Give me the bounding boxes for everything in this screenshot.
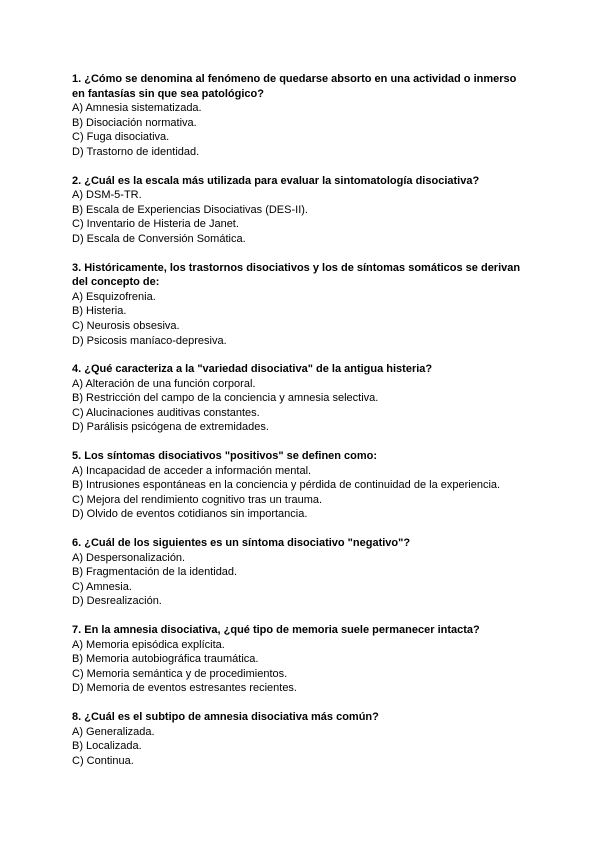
question-text: 2. ¿Cuál es la escala más utilizada para evaluar la sintomatología disociativa? bbox=[72, 174, 480, 187]
option-c: C) Inventario de Histeria de Janet. bbox=[72, 218, 239, 231]
option-b: B) Fragmentación de la identidad. bbox=[72, 566, 238, 579]
question-text: 1. ¿Cómo se denomina al fenómeno de quedarse absorto en una actividad o inmerso en fantasías sin que sea patológico? bbox=[72, 73, 517, 100]
question-text: 3. Históricamente, los trastornos disociativos y los de síntomas somáticos se derivan del concepto de: bbox=[72, 261, 521, 289]
option-a: A) Esquizofrenia. bbox=[72, 290, 156, 303]
option-d: D) Psicosis maníaco-depresiva. bbox=[72, 334, 227, 347]
question-6 bbox=[72, 536, 532, 609]
options-list bbox=[72, 725, 532, 769]
option-a: A) Incapacidad de acceder a información mental. bbox=[72, 464, 312, 477]
question-text: 6. ¿Cuál de los siguientes es un síntoma disociativo "negativo"? bbox=[72, 537, 411, 550]
option-b: B) Escala de Experiencias Disociativas (DES-II). bbox=[72, 203, 308, 216]
options-list bbox=[72, 188, 532, 246]
option-a: A) Amnesia sistematizada. bbox=[72, 102, 202, 115]
question-5 bbox=[72, 449, 532, 522]
question-text: 8. ¿Cuál es el subtipo de amnesia disociativa más común? bbox=[72, 710, 379, 723]
question-2 bbox=[72, 174, 532, 247]
options-list bbox=[72, 638, 532, 696]
option-a: A) Memoria episódica explícita. bbox=[72, 638, 225, 651]
option-d: D) Olvido de eventos cotidianos sin importancia. bbox=[72, 508, 308, 521]
option-b: B) Intrusiones espontáneas en la conciencia y pérdida de continuidad de la experiencia. bbox=[72, 479, 501, 492]
option-c: C) Neurosis obsesiva. bbox=[72, 319, 180, 332]
option-b: B) Localizada. bbox=[72, 740, 142, 753]
option-c: C) Fuga disociativa. bbox=[72, 131, 170, 144]
option-b: B) Disociación normativa. bbox=[72, 116, 197, 129]
question-text: 4. ¿Qué caracteriza a la "variedad disociativa" de la antigua histeria? bbox=[72, 363, 433, 376]
options-list bbox=[72, 551, 532, 609]
option-a: A) Alteración de una función corporal. bbox=[72, 377, 256, 390]
option-d: D) Memoria de eventos estresantes recientes. bbox=[72, 682, 297, 695]
question-1 bbox=[72, 72, 532, 160]
question-8 bbox=[72, 710, 532, 768]
options-list bbox=[72, 290, 532, 348]
option-b: B) Memoria autobiográfica traumática. bbox=[72, 653, 259, 666]
question-text: 7. En la amnesia disociativa, ¿qué tipo de memoria suele permanecer intacta? bbox=[72, 624, 480, 636]
option-c: C) Continua. bbox=[72, 754, 134, 767]
option-d: D) Escala de Conversión Somática. bbox=[72, 232, 246, 245]
option-b: B) Histeria. bbox=[72, 305, 127, 318]
options-list bbox=[72, 464, 532, 522]
option-a: A) Despersonalización. bbox=[72, 551, 186, 564]
option-a: A) Generalizada. bbox=[72, 725, 155, 738]
option-a: A) DSM-5-TR. bbox=[72, 189, 142, 202]
question-3 bbox=[72, 261, 532, 349]
option-b: B) Restricción del campo de la conciencia y amnesia selectiva. bbox=[72, 392, 379, 405]
option-c: C) Alucinaciones auditivas constantes. bbox=[72, 406, 260, 419]
option-c: C) Mejora del rendimiento cognitivo tras un trauma. bbox=[72, 493, 323, 506]
options-list bbox=[72, 101, 532, 159]
option-d: D) Trastorno de identidad. bbox=[72, 145, 200, 158]
question-4 bbox=[72, 362, 532, 435]
option-d: D) Parálisis psicógena de extremidades. bbox=[72, 421, 269, 434]
document-page bbox=[72, 72, 532, 782]
option-c: C) Amnesia. bbox=[72, 580, 132, 593]
question-text: 5. Los síntomas disociativos "positivos" se definen como: bbox=[72, 450, 378, 463]
question-7 bbox=[72, 623, 532, 696]
option-c: C) Memoria semántica y de procedimientos. bbox=[72, 667, 288, 680]
option-d: D) Desrealización. bbox=[72, 595, 162, 608]
options-list bbox=[72, 377, 532, 435]
